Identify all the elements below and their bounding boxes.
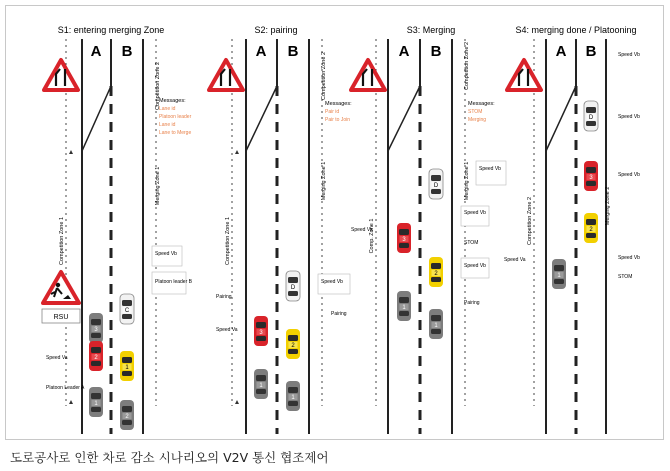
car-id: 3 bbox=[259, 330, 263, 336]
car-id: 1 bbox=[94, 401, 98, 407]
lane-ends-sign-icon bbox=[507, 60, 541, 90]
car-id: 2 bbox=[434, 271, 438, 277]
scene-4-zone-right-top: Merging Zone 2 bbox=[605, 186, 611, 226]
scene-4-label: STOM bbox=[618, 274, 633, 280]
scene-1-zone-right-top: Competition Zone 2 bbox=[155, 62, 161, 110]
scene-1-messages-title: Messages: bbox=[159, 98, 186, 104]
scenario-diagram bbox=[6, 6, 663, 439]
scene-3-label: Speed Vb bbox=[479, 166, 501, 172]
scene-4-zone-left: Competition Zone 2 bbox=[527, 197, 533, 245]
scene-1-message: Lane to Merge bbox=[159, 130, 192, 136]
car-id: 2 bbox=[125, 414, 129, 420]
scene-1-label: Speed Va bbox=[46, 355, 68, 361]
scene-2-zone-right-mid: Merging Zone 1 bbox=[321, 161, 327, 201]
scene-1-message: Platoon leader bbox=[159, 114, 192, 120]
scene-4 bbox=[504, 25, 640, 434]
scene-3-label: Speed Vb bbox=[464, 210, 486, 216]
scene-1-label: Speed Vb bbox=[155, 251, 177, 257]
scene-4-title: S4: merging done / Platooning bbox=[515, 25, 637, 35]
car-id: 2 bbox=[589, 227, 593, 233]
scene-4-label: Speed Va bbox=[504, 257, 526, 263]
lane-ends-sign-icon bbox=[44, 60, 78, 90]
scene-2-message: Pair id bbox=[325, 109, 340, 115]
lane-ends-sign-icon bbox=[209, 60, 243, 90]
car-id: 1 bbox=[434, 323, 438, 329]
scene-4-label: Speed Vb bbox=[618, 255, 640, 261]
scene-1-label: Platoon leader B bbox=[155, 279, 192, 285]
scene-3-zone-left: Comp. Zone 1 bbox=[369, 218, 375, 254]
car-id: 1 bbox=[557, 273, 561, 279]
scene-3 bbox=[351, 25, 506, 434]
car-id: D bbox=[433, 183, 439, 189]
scene-3-lane-a: A bbox=[398, 43, 410, 60]
scene-2-lane-a: A bbox=[255, 43, 267, 60]
car-id: 2 bbox=[291, 343, 295, 349]
scene-3-title: S3: Merging bbox=[406, 25, 456, 35]
figure-caption: 도로공사로 인한 차로 감소 시나리오의 V2V 통신 협조제어 bbox=[10, 450, 329, 465]
scene-1-message: Lane id bbox=[159, 106, 176, 112]
scene-2-zone-left: Competition Zone 1 bbox=[225, 217, 231, 265]
scene-4-lane-b: B bbox=[585, 43, 597, 60]
car-id: D bbox=[290, 285, 296, 291]
scene-1 bbox=[42, 25, 193, 434]
scene-3-label: Speed Vb bbox=[464, 263, 486, 269]
scene-2-title: S2: pairing bbox=[254, 25, 298, 35]
scene-1-message: Lane id bbox=[159, 122, 176, 128]
scene-1-lane-b: B bbox=[121, 43, 133, 60]
scene-3-label: Speed Va bbox=[351, 227, 373, 233]
scene-4-label: Speed Vb bbox=[618, 172, 640, 178]
scene-3-zone-right-mid: Merging Zone 1 bbox=[464, 161, 470, 201]
scene-2-messages-title: Messages: bbox=[325, 101, 352, 107]
car-id: 2 bbox=[94, 355, 98, 361]
car-id: D bbox=[588, 115, 594, 121]
car-id: 1 bbox=[402, 305, 406, 311]
scene-4-label: Speed Vb bbox=[618, 52, 640, 58]
car-id: 1 bbox=[291, 395, 295, 401]
scene-2-lane-b: B bbox=[287, 43, 299, 60]
scene-4-label: Speed Vb bbox=[618, 114, 640, 120]
scene-4-lane-a: A bbox=[555, 43, 567, 60]
scene-2-label: Pairing bbox=[331, 311, 347, 317]
scene-1-lane-a: A bbox=[90, 43, 102, 60]
scene-2-label: Speed Va bbox=[216, 327, 238, 333]
scene-2-zone-right-top: Competition Zone 2 bbox=[321, 52, 327, 100]
scene-3-zone-right-top: Competition Zone 2 bbox=[464, 42, 470, 90]
car-id: 1 bbox=[125, 365, 129, 371]
car-id: 3 bbox=[402, 237, 406, 243]
scene-3-message: STOM bbox=[468, 109, 483, 115]
scene-3-label: STOM bbox=[464, 240, 479, 246]
scene-3-message: Merging bbox=[468, 117, 487, 123]
scene-1-zone-left: Competition Zone 1 bbox=[59, 217, 65, 265]
roadwork-sign-icon bbox=[43, 272, 79, 303]
car-id: C bbox=[124, 308, 130, 314]
scene-2-label: Pairing bbox=[216, 294, 232, 300]
scene-2-message: Pair to Join bbox=[325, 117, 351, 123]
rsu-label: RSU bbox=[53, 314, 69, 321]
lane-ends-sign-icon bbox=[351, 60, 385, 90]
scene-3-lane-b: B bbox=[430, 43, 442, 60]
car-id: 3 bbox=[589, 175, 593, 181]
car-id: 1 bbox=[259, 383, 263, 389]
scene-3-messages-title: Messages: bbox=[468, 101, 495, 107]
scene-2 bbox=[209, 25, 352, 434]
scene-2-label: Speed Vb bbox=[321, 279, 343, 285]
scene-1-label: Platoon Leader A bbox=[46, 385, 85, 391]
scene-3-label: Pairing bbox=[464, 300, 480, 306]
figure-frame bbox=[5, 5, 664, 440]
scene-1-title: S1: entering merging Zone bbox=[57, 25, 165, 35]
scene-1-zone-right-mid: Merging Zone 1 bbox=[155, 166, 161, 206]
car-id: 3 bbox=[94, 327, 98, 333]
